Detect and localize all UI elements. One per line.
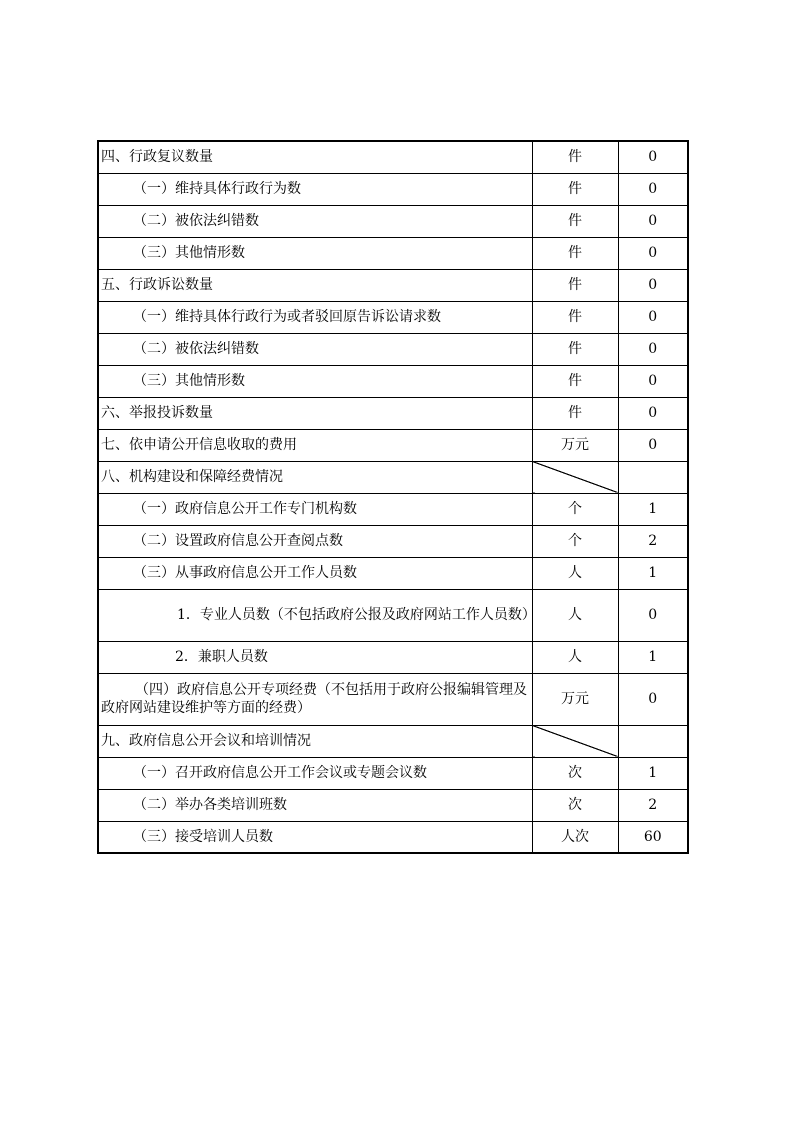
table-row bbox=[98, 589, 688, 641]
row-unit: 人 bbox=[532, 557, 618, 589]
table-row bbox=[98, 141, 688, 173]
table-row bbox=[98, 757, 688, 789]
row-label: （四）政府信息公开专项经费（不包括用于政府公报编辑管理及政府网站建设维护等方面的经费） bbox=[98, 673, 532, 725]
row-label: （一）维持具体行政行为数 bbox=[98, 173, 532, 205]
row-value: 1 bbox=[618, 557, 688, 589]
row-label: 九、政府信息公开会议和培训情况 bbox=[98, 725, 532, 757]
row-label: （三）其他情形数 bbox=[98, 365, 532, 397]
table-row bbox=[98, 461, 688, 493]
table-row bbox=[98, 301, 688, 333]
row-value: 0 bbox=[618, 173, 688, 205]
diagonal-cell bbox=[532, 461, 618, 493]
row-unit: 人次 bbox=[532, 821, 618, 853]
row-label: 六、举报投诉数量 bbox=[98, 397, 532, 429]
row-value: 0 bbox=[618, 333, 688, 365]
table-row bbox=[98, 557, 688, 589]
table-row bbox=[98, 173, 688, 205]
row-label: 五、行政诉讼数量 bbox=[98, 269, 532, 301]
statistics-table-body bbox=[98, 141, 688, 853]
row-label: （三）从事政府信息公开工作人员数 bbox=[98, 557, 532, 589]
table-row bbox=[98, 205, 688, 237]
row-value: 2 bbox=[618, 525, 688, 557]
table-row bbox=[98, 525, 688, 557]
row-value: 1 bbox=[618, 493, 688, 525]
row-label: （一）政府信息公开工作专门机构数 bbox=[98, 493, 532, 525]
table-row bbox=[98, 397, 688, 429]
statistics-table bbox=[97, 140, 689, 854]
row-value: 0 bbox=[618, 205, 688, 237]
row-value: 1 bbox=[618, 757, 688, 789]
table-row bbox=[98, 641, 688, 673]
row-label: （三）其他情形数 bbox=[98, 237, 532, 269]
row-label: （三）接受培训人员数 bbox=[98, 821, 532, 853]
row-unit: 件 bbox=[532, 237, 618, 269]
row-unit: 件 bbox=[532, 397, 618, 429]
row-value bbox=[618, 725, 688, 757]
row-unit: 次 bbox=[532, 757, 618, 789]
table-row bbox=[98, 429, 688, 461]
diagonal-cell bbox=[532, 725, 618, 757]
row-unit: 人 bbox=[532, 641, 618, 673]
row-value: 60 bbox=[618, 821, 688, 853]
row-value: 2 bbox=[618, 789, 688, 821]
row-label: （一）维持具体行政行为或者驳回原告诉讼请求数 bbox=[98, 301, 532, 333]
row-unit: 件 bbox=[532, 141, 618, 173]
row-label: 四、行政复议数量 bbox=[98, 141, 532, 173]
row-unit: 件 bbox=[532, 269, 618, 301]
row-label: （二）被依法纠错数 bbox=[98, 205, 532, 237]
row-label: 1．专业人员数（不包括政府公报及政府网站工作人员数） bbox=[98, 589, 532, 641]
row-value: 0 bbox=[618, 269, 688, 301]
table-row bbox=[98, 269, 688, 301]
row-label: （二）设置政府信息公开查阅点数 bbox=[98, 525, 532, 557]
table-row bbox=[98, 365, 688, 397]
table-row bbox=[98, 821, 688, 853]
row-value bbox=[618, 461, 688, 493]
row-unit: 次 bbox=[532, 789, 618, 821]
row-label: 七、依申请公开信息收取的费用 bbox=[98, 429, 532, 461]
row-value: 0 bbox=[618, 141, 688, 173]
row-unit: 万元 bbox=[532, 429, 618, 461]
row-label: （二）举办各类培训班数 bbox=[98, 789, 532, 821]
row-value: 0 bbox=[618, 365, 688, 397]
row-unit: 件 bbox=[532, 301, 618, 333]
row-unit: 个 bbox=[532, 493, 618, 525]
row-label: （二）被依法纠错数 bbox=[98, 333, 532, 365]
row-value: 0 bbox=[618, 301, 688, 333]
table-row bbox=[98, 673, 688, 725]
row-unit: 万元 bbox=[532, 673, 618, 725]
row-value: 0 bbox=[618, 429, 688, 461]
row-value: 1 bbox=[618, 641, 688, 673]
row-label: 2．兼职人员数 bbox=[98, 641, 532, 673]
row-label: 八、机构建设和保障经费情况 bbox=[98, 461, 532, 493]
row-value: 0 bbox=[618, 397, 688, 429]
row-unit: 件 bbox=[532, 333, 618, 365]
row-unit: 个 bbox=[532, 525, 618, 557]
row-unit: 件 bbox=[532, 173, 618, 205]
row-unit: 人 bbox=[532, 589, 618, 641]
table-row bbox=[98, 493, 688, 525]
table-row bbox=[98, 725, 688, 757]
row-label: （一）召开政府信息公开工作会议或专题会议数 bbox=[98, 757, 532, 789]
row-value: 0 bbox=[618, 589, 688, 641]
row-value: 0 bbox=[618, 673, 688, 725]
table-row bbox=[98, 789, 688, 821]
row-unit: 件 bbox=[532, 365, 618, 397]
table-row bbox=[98, 333, 688, 365]
row-value: 0 bbox=[618, 237, 688, 269]
table-row bbox=[98, 237, 688, 269]
row-unit: 件 bbox=[532, 205, 618, 237]
